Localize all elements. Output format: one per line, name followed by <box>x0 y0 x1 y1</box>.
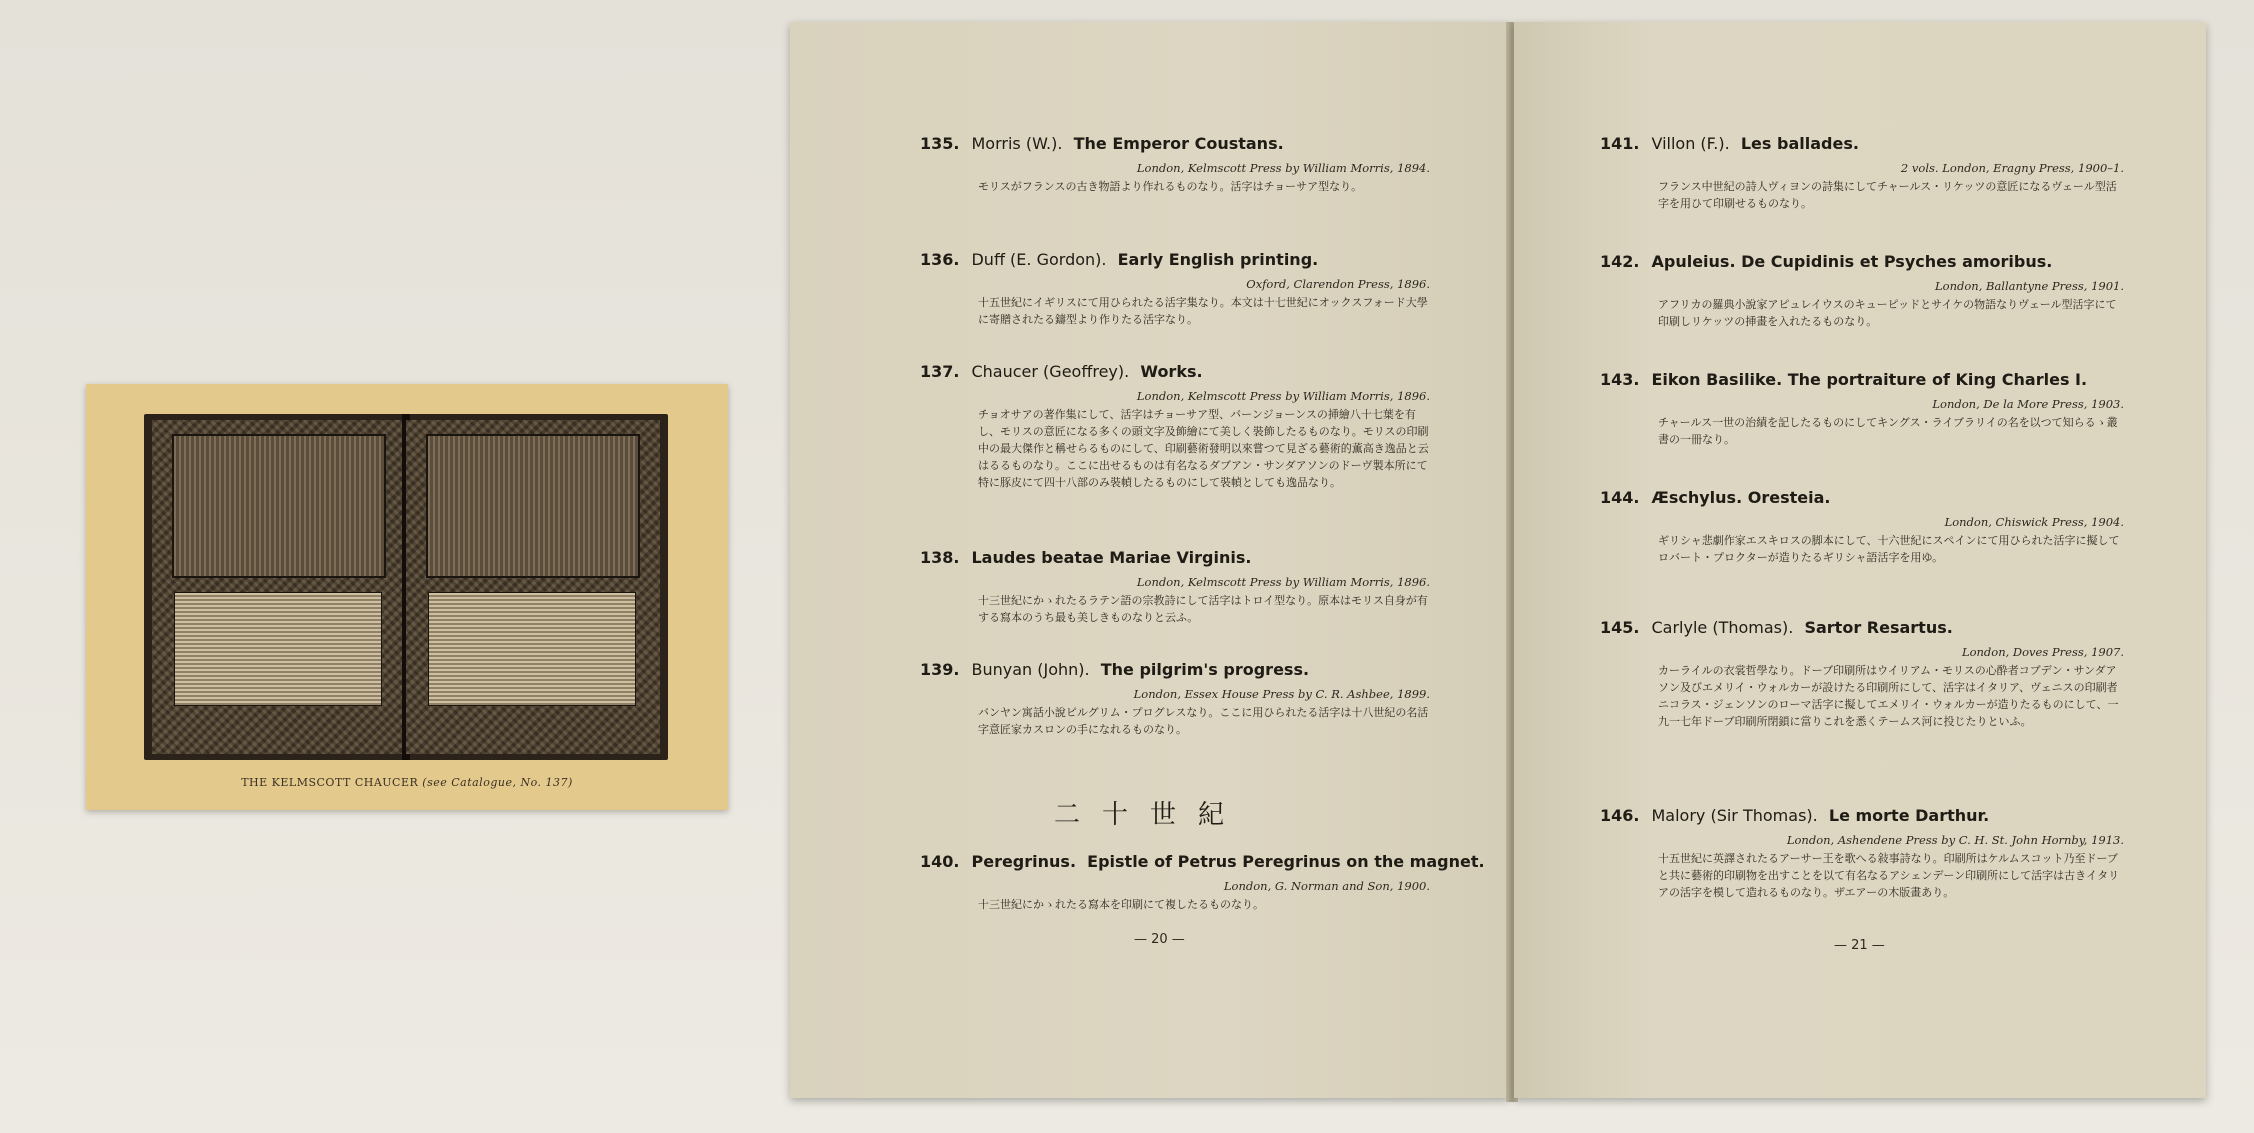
entry-author: Duff (E. Gordon). <box>971 250 1107 269</box>
entry-note: バンヤン寓話小說ピルグリム・プログレスなり。ここに用ひられたる活字は十八世紀の名活字意匠家カスロンの手になれるものなり。 <box>978 706 1429 736</box>
entry-note: ギリシャ悲劇作家エスキロスの脚本にして、十六世紀にスペインにて用ひられた活字に擬してロバート・プロクターが造りたるギリシャ語活字を用ゆ。 <box>1658 534 2120 564</box>
entry-author: Morris (W.). <box>971 134 1063 153</box>
entry-title: Laudes beatae Mariae Virginis. <box>971 548 1252 567</box>
entry-number: 144. <box>1600 488 1640 507</box>
entry-number: 140. <box>920 852 960 871</box>
entry-number: 141. <box>1600 134 1640 153</box>
catalogue-booklet <box>790 22 2206 1102</box>
entry-note: チョオサアの著作集にして、活字はチョーサア型、バーンジョーンスの挿繪八十七葉を有し、モリスの意匠になる多くの頭文字及飾繪にて美しく裝飾したるものなり。モリスの印刷中の最大傑作と稱せらるものにして、印刷藝術發明以來嘗つて見ざる藝術的薫高き逸品と云はるるものなり。ここに出せるものは有名なるダブアン・サンダアソンのドーヴ製本所にて特に豚皮にて四十八部のみ裝幀したるものにして裝幀としても逸品なり。 <box>978 408 1429 489</box>
entry-publisher: London, Chiswick Press, 1904. <box>1944 515 2124 529</box>
entry-note: モリスがフランスの古き物語より作れるものなり。活字はチョーサア型なり。 <box>978 180 1363 193</box>
entry-title: Æschylus. Oresteia. <box>1651 488 1831 507</box>
entry-title: Epistle of Petrus Peregrinus on the magnet. <box>1087 852 1485 871</box>
entry-number: 138. <box>920 548 960 567</box>
entry-number: 145. <box>1600 618 1640 637</box>
text-block-left <box>174 592 382 706</box>
entry-title: Works. <box>1140 362 1203 381</box>
entry-author: Chaucer (Geoffrey). <box>971 362 1130 381</box>
entry-143 <box>1600 370 2124 448</box>
century-heading: 二十世紀 <box>1053 800 1246 830</box>
entry-publisher: London, Kelmscott Press by William Morris, 1896. <box>1136 389 1430 403</box>
entry-title: Sartor Resartus. <box>1804 618 1953 637</box>
entry-135 <box>920 134 1430 195</box>
entry-title: Le morte Darthur. <box>1828 806 1990 825</box>
woodcut-panel-right <box>426 434 640 578</box>
entry-number: 137. <box>920 362 960 381</box>
entry-141 <box>1600 134 2124 212</box>
text-block-right <box>428 592 636 706</box>
entry-number: 146. <box>1600 806 1640 825</box>
entry-title: Eikon Basilike. The portraiture of King Charles I. <box>1651 370 2088 389</box>
page-20 <box>790 22 1510 1098</box>
entry-title: Apuleius. De Cupidinis et Psyches amoribus. <box>1651 252 2053 271</box>
chaucer-book-illustration <box>144 414 668 760</box>
kelmscott-chaucer-card <box>86 384 728 810</box>
entry-number: 139. <box>920 660 960 679</box>
entry-author: Villon (F.). <box>1651 134 1730 153</box>
entry-author: Bunyan (John). <box>971 660 1090 679</box>
entry-title: The Emperor Coustans. <box>1073 134 1284 153</box>
entry-number: 135. <box>920 134 960 153</box>
entry-publisher: Oxford, Clarendon Press, 1896. <box>1246 277 1430 291</box>
page-21 <box>1514 22 2206 1098</box>
entry-136 <box>920 250 1430 328</box>
entry-note: 十三世紀にかゝれたる寫本を印刷にて複したるものなり。 <box>978 898 1264 911</box>
entry-145 <box>1600 618 2124 730</box>
entry-author: Peregrinus. <box>971 852 1077 871</box>
entry-title: Les ballades. <box>1740 134 1859 153</box>
entry-note: 十五世紀に英譯されたるアーサー王を歌へる敍事詩なり。印刷所はケルムスコット乃至ドーブと共に藝術的印刷物を出すことを以て有名なるアシェンデーン印刷所にして活字は古きイタリアの活字を模して造れるものなり。ザエアーの木版畫あり。 <box>1658 852 2120 899</box>
entry-publisher: London, Doves Press, 1907. <box>1961 645 2124 659</box>
entry-publisher: London, Kelmscott Press by William Morris, 1894. <box>1136 161 1430 175</box>
card-caption <box>86 776 728 789</box>
entry-number: 143. <box>1600 370 1640 389</box>
entry-author: Malory (Sir Thomas). <box>1651 806 1818 825</box>
entry-note: フランス中世紀の詩人ヴィヨンの詩集にしてチャールス・リケッツの意匠になるヴェール型活字を用ひて印刷せるものなり。 <box>1658 180 2117 210</box>
entry-publisher: London, G. Norman and Son, 1900. <box>1223 879 1430 893</box>
entry-note: アフリカの羅典小說家アピュレイウスのキューピッドとサイケの物語なりヴェール型活字にて印刷しリケッツの挿畫を入れたるものなり。 <box>1658 298 2117 328</box>
entry-146 <box>1600 806 2124 901</box>
page-number-20: — 20 — <box>1134 932 1185 947</box>
illustration-left-page <box>152 420 406 754</box>
card-caption-italic: (see Catalogue, No. 137) <box>422 776 573 789</box>
entry-137 <box>920 362 1430 491</box>
entry-title: Early English printing. <box>1117 250 1319 269</box>
entry-publisher: London, Essex House Press by C. R. Ashbee, 1899. <box>1133 687 1430 701</box>
entry-title: The pilgrim's progress. <box>1100 660 1310 679</box>
entry-number: 136. <box>920 250 960 269</box>
page-number-21: — 21 — <box>1834 938 1885 953</box>
entry-publisher: London, Kelmscott Press by William Morris, 1896. <box>1136 575 1430 589</box>
entry-publisher: London, Ashendene Press by C. H. St. John Hornby, 1913. <box>1786 833 2124 847</box>
entry-139 <box>920 660 1430 738</box>
entry-142 <box>1600 252 2124 330</box>
woodcut-panel-left <box>172 434 386 578</box>
card-caption-main: THE KELMSCOTT CHAUCER <box>241 776 419 789</box>
entry-note: 十三世紀にかゝれたるラテン語の宗教詩にして活字はトロイ型なり。原本はモリス自身が有する寫本のうち最も美しきものなりと云ふ。 <box>978 594 1428 624</box>
entry-publisher: London, De la More Press, 1903. <box>1932 397 2124 411</box>
illustration-right-page <box>406 420 660 754</box>
entry-144 <box>1600 488 2124 566</box>
entry-note: チャールス一世の治績を記したるものにしてキングス・ライブラリイの名を以つて知らるゝ叢書の一冊なり。 <box>1658 416 2118 446</box>
entry-140 <box>920 852 1485 913</box>
entry-author: Carlyle (Thomas). <box>1651 618 1794 637</box>
entry-publisher: London, Ballantyne Press, 1901. <box>1935 279 2124 293</box>
entry-number: 142. <box>1600 252 1640 271</box>
entry-138 <box>920 548 1430 626</box>
entry-note: カーライルの衣裳哲學なり。ドーブ印刷所はウイリアム・モリスの心酔者コブデン・サンダアソン及びエメリイ・ウォルカーが設けたる印刷所にして、活字はイタリア、ヴェニスの印刷者ニコラス・ジェンソンのローマ活字に擬してエメリイ・ウォルカーが造りたるものにして、一九一七年ドーブ印刷所閉鎖に當りこれを悉くテームス河に投じたりといふ。 <box>1658 664 2119 728</box>
entry-publisher: 2 vols. London, Eragny Press, 1900–1. <box>1900 161 2124 175</box>
entry-note: 十五世紀にイギリスにて用ひられたる活字集なり。本文は十七世紀にオックスフォード大學に寄贈されたる鑄型より作りたる活字なり。 <box>978 296 1428 326</box>
